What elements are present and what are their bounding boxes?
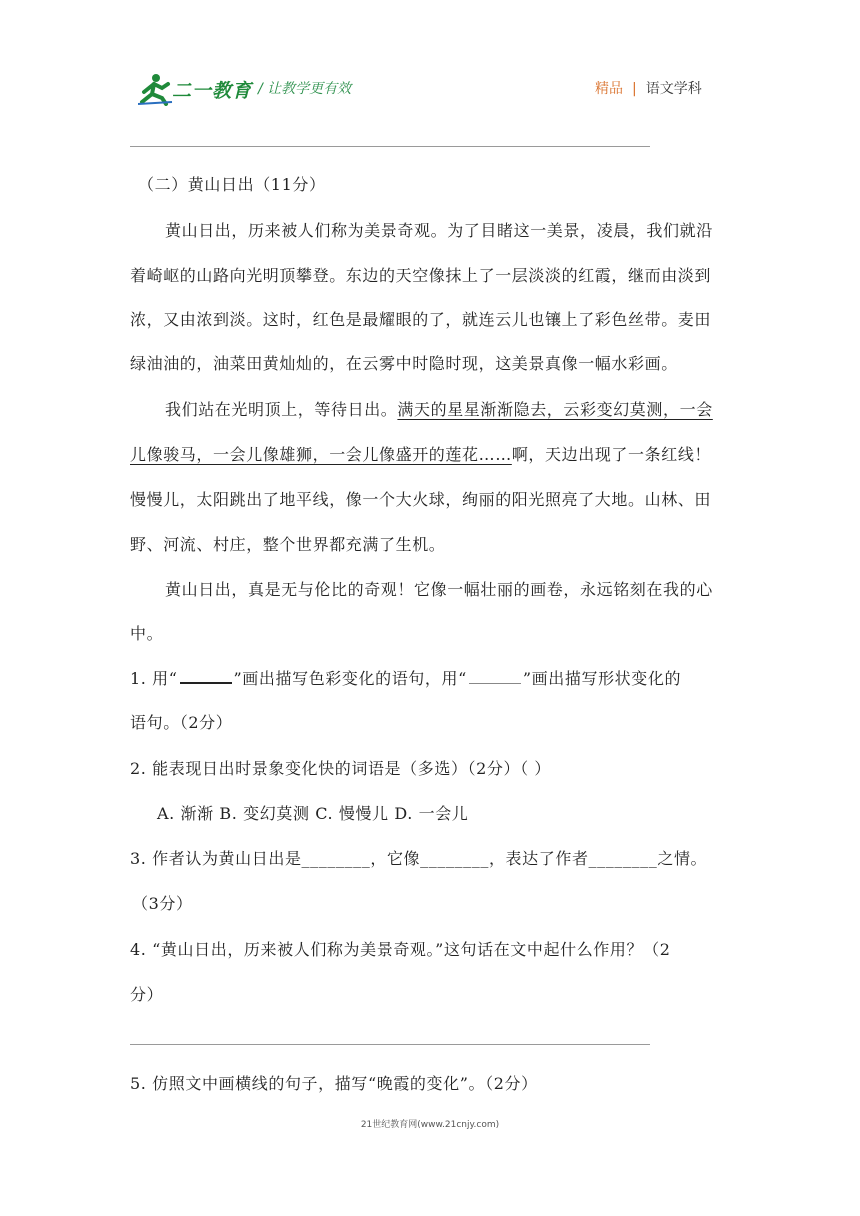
tag-quality: 精品 [595, 81, 623, 97]
passage-text: 我们站在光明顶上，等待日出。 [165, 400, 398, 419]
passage-line: 慢慢儿，太阳跳出了地平线，像一个大火球，绚丽的阳光照亮了大地。山林、田 [130, 490, 712, 509]
question-text: 1. 用“ [130, 669, 178, 688]
passage-line: 黄山日出，历来被人们称为美景奇观。为了目睹这一美景，凌晨，我们就沿 [165, 221, 713, 240]
question-4: 4. “黄山日出，历来被人们称为美景奇观。”这句话在文中起什么作用？（2 [130, 940, 671, 959]
question-text: ”画出描写形状变化的 [522, 669, 682, 688]
question-3-cont: （3分） [132, 894, 193, 913]
section-title: （二）黄山日出（11分） [138, 175, 326, 194]
underlined-sentence: 满天的星星渐渐隐去，云彩变幻莫测，一会 [397, 400, 713, 419]
passage-line: 绿油油的，油菜田黄灿灿的，在云雾中时隐时现，这美景真像一幅水彩画。 [130, 354, 678, 373]
header-divider [130, 146, 650, 147]
subject-tag [595, 78, 702, 98]
slogan: / 让教学更有效 [258, 81, 352, 97]
page-footer: 21世纪教育网(www.21cnjy.com) [360, 1120, 500, 1130]
passage-line: 着崎岖的山路向光明顶攀登。东边的天空像抹上了一层淡淡的红霞，继而由淡到 [130, 266, 712, 285]
passage-line: 浓，又由浓到淡。这时，红色是最耀眼的了，就连云儿也镶上了彩色丝带。麦田 [130, 310, 712, 329]
thin-line-sample [469, 671, 521, 684]
question-3: 3. 作者认为黄山日出是________，它像________，表达了作者________之情。 [130, 849, 708, 868]
passage-line: 野、河流、村庄，整个世界都充满了生机。 [130, 535, 446, 554]
question-2-options: A. 渐渐 B. 变幻莫测 C. 慢慢儿 D. 一会儿 [157, 804, 469, 823]
passage-line: 黄山日出，真是无与伦比的奇观！它像一幅壮丽的画卷，永远铭刻在我的心 [165, 580, 713, 599]
tag-separator: | [632, 81, 637, 97]
passage-line [130, 445, 711, 465]
question-5: 5. 仿照文中画横线的句子，描写“晚霞的变化”。（2分） [130, 1074, 538, 1093]
question-4-cont: 分） [130, 985, 164, 1004]
passage-line [165, 400, 713, 420]
page-header [0, 0, 860, 120]
logo-text: 二一教育 [172, 80, 253, 102]
solid-line-sample [180, 670, 232, 684]
question-2: 2. 能表现日出时景象变化快的词语是（多选）（2分）（ ） [130, 759, 552, 778]
passage-text: 啊，天边出现了一条红线！ [511, 445, 712, 464]
passage-line: 中。 [130, 624, 164, 643]
tag-subject: 语文学科 [645, 81, 702, 97]
question-1-cont: 语句。（2分） [130, 713, 233, 732]
question-text: ”画出描写色彩变化的语句，用“ [233, 669, 467, 688]
answer-line [130, 1044, 650, 1045]
question-1 [130, 669, 681, 689]
underlined-sentence: 儿像骏马，一会儿像雄狮，一会儿像盛开的莲花…… [130, 445, 512, 464]
